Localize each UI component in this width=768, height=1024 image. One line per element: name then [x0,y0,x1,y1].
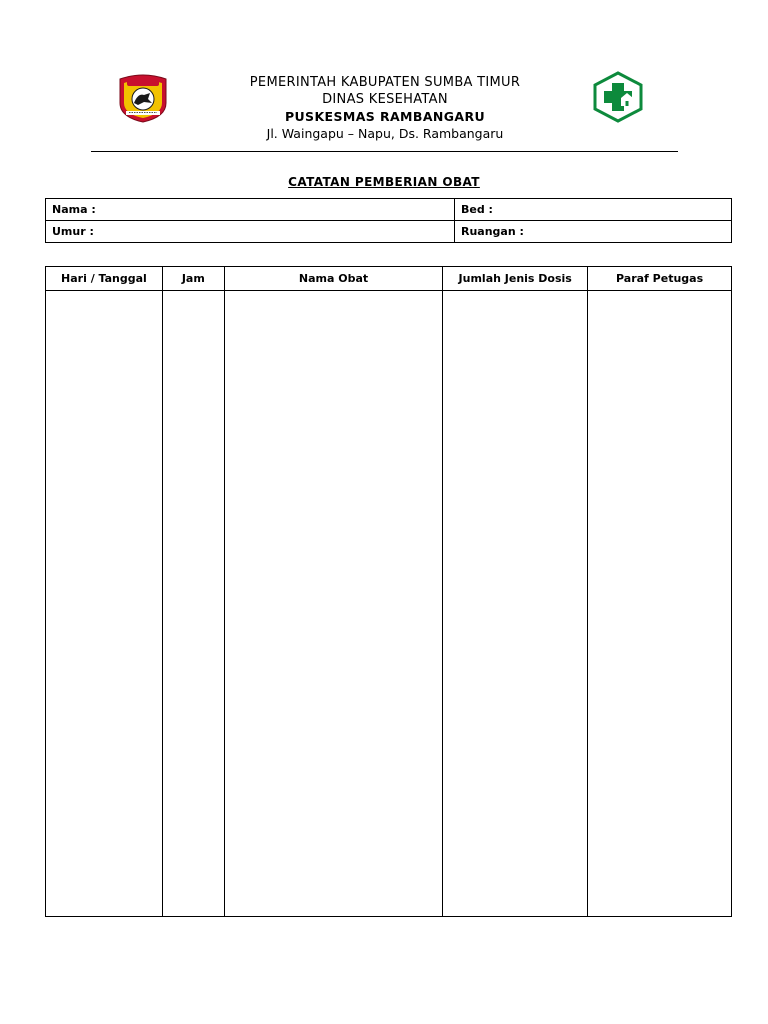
ruangan-field[interactable]: Ruangan : [455,221,732,243]
bed-field[interactable]: Bed : [455,199,732,221]
col-header-nama-obat: Nama Obat [224,267,442,291]
government-name: PEMERINTAH KABUPATEN SUMBA TIMUR [249,75,521,90]
col-header-jumlah-jenis-dosis: Jumlah Jenis Dosis [443,267,588,291]
jam-cell[interactable] [162,291,224,917]
table-header-row [46,267,732,291]
patient-info-row [46,221,732,243]
col-header-paraf-petugas: Paraf Petugas [588,267,732,291]
col-header-jam: Jam [162,267,224,291]
puskesmas-logo [592,71,644,123]
hari-tanggal-cell[interactable] [46,291,163,917]
jumlah-jenis-dosis-cell[interactable] [443,291,588,917]
medication-record-table [45,266,732,917]
umur-field[interactable]: Umur : [46,221,455,243]
document-title: CATATAN PEMBERIAN OBAT [288,175,480,189]
clinic-name: PUSKESMAS RAMBANGARU [284,109,486,124]
patient-info-row [46,199,732,221]
table-body-row [46,291,732,917]
clinic-address: Jl. Waingapu – Napu, Ds. Rambangaru [266,126,504,141]
col-header-hari-tanggal: Hari / Tanggal [46,267,163,291]
paraf-petugas-cell[interactable] [588,291,732,917]
nama-field[interactable]: Nama : [46,199,455,221]
department-name: DINAS KESEHATAN [322,92,448,107]
letterhead [160,74,610,142]
patient-info-table [45,198,732,243]
header-divider [91,151,678,152]
nama-obat-cell[interactable] [224,291,442,917]
